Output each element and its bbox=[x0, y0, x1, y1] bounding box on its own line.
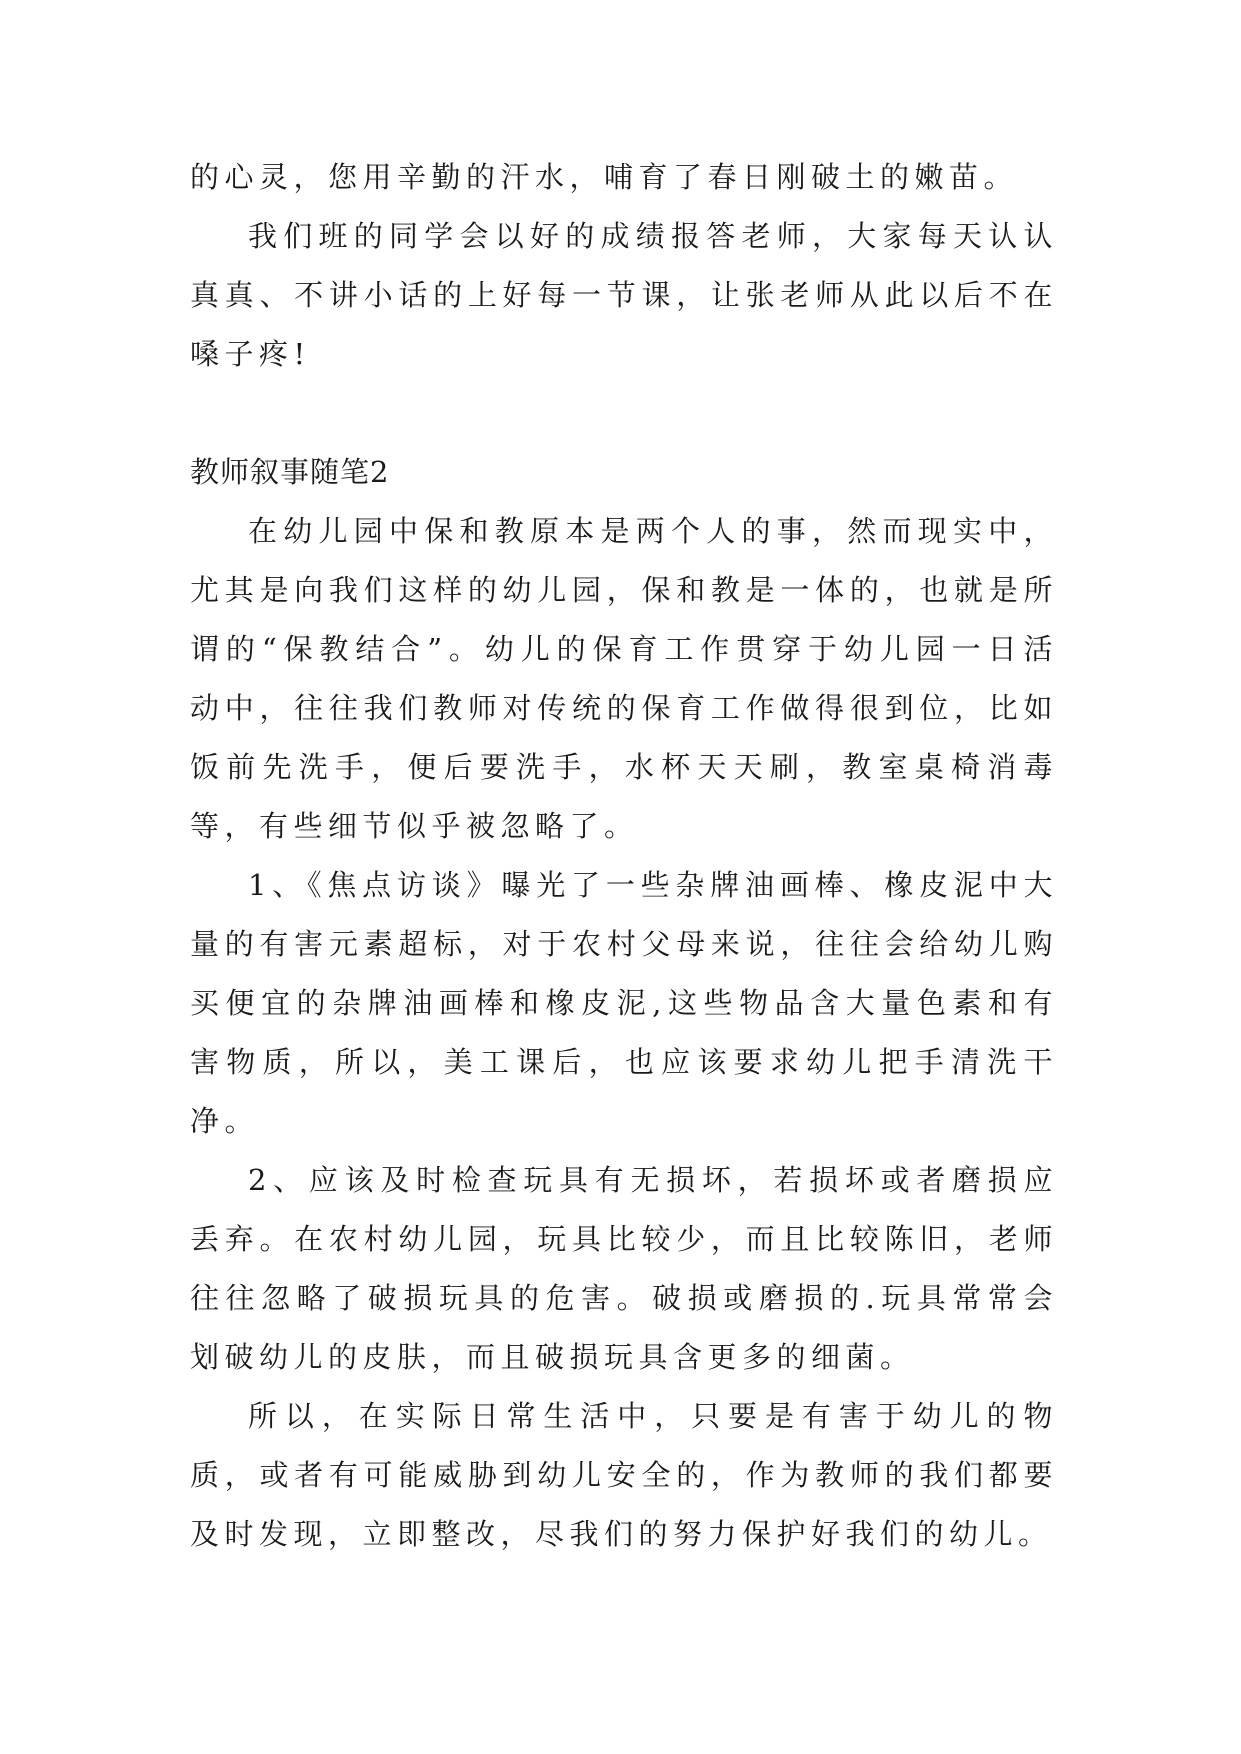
section-spacer bbox=[190, 384, 1058, 443]
paragraph-point-2: 2、应该及时检查玩具有无损坏，若损坏或者磨损应丢弃。在农村幼儿园，玩具比较少，而且比较陈旧，老师往往忽略了破损玩具的危害。破损或磨损的.玩具常常会划破幼儿的皮肤，而且破损玩具含更多的细菌。 bbox=[190, 1163, 1058, 1374]
paragraph-class-promise: 我们班的同学会以好的成绩报答老师，大家每天认认真真、不讲小话的上好每一节课，让张老师从此以后不在嗓子疼! bbox=[190, 219, 1058, 371]
document-body bbox=[190, 148, 1058, 1564]
paragraph-point-1: 1、《焦点访谈》曝光了一些杂牌油画棒、橡皮泥中大量的有害元素超标，对于农村父母来说，往往会给幼儿购买便宜的杂牌油画棒和橡皮泥,这些物品含大量色素和有害物质，所以，美工课后，也应该要求幼儿把手清洗干净。 bbox=[190, 868, 1058, 1138]
section-title: 教师叙事随笔2 bbox=[190, 455, 390, 489]
paragraph-conclusion: 所以，在实际日常生活中，只要是有害于幼儿的物质，或者有可能威胁到幼儿安全的，作为教师的我们都要及时发现，立即整改，尽我们的努力保护好我们的幼儿。 bbox=[190, 1399, 1058, 1551]
paragraph-continuation: 的心灵，您用辛勤的汗水，哺育了春日刚破土的嫩苗。 bbox=[190, 160, 1019, 194]
paragraph-intro: 在幼儿园中保和教原本是两个人的事，然而现实中，尤其是向我们这样的幼儿园，保和教是一体的，也就是所谓的“保教结合”。幼儿的保育工作贯穿于幼儿园一日活动中，往往我们教师对传统的保育工作做得很到位，比如饭前先洗手，便后要洗手，水杯天天刷，教室桌椅消毒等，有些细节似乎被忽略了。 bbox=[190, 514, 1058, 843]
